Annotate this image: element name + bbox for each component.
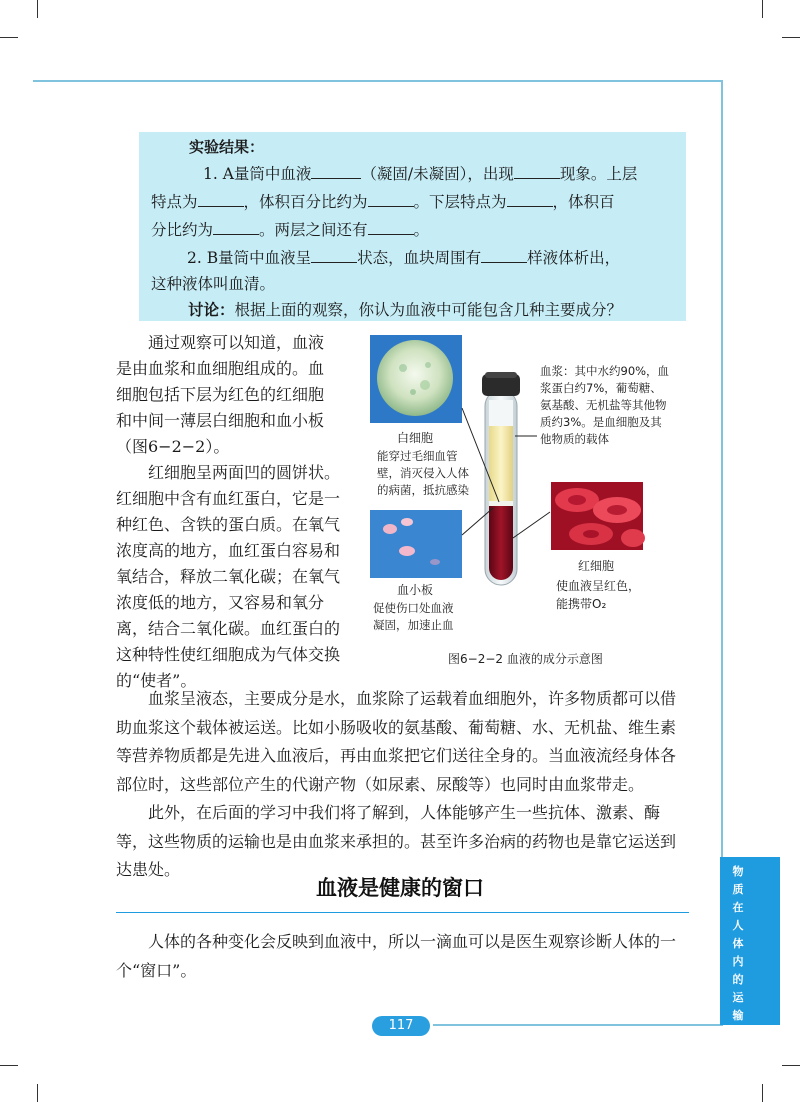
- blank[interactable]: [198, 190, 244, 207]
- crop-mark: [0, 37, 18, 38]
- plasma-desc-line: 浆蛋白约7%，葡萄糖、: [540, 381, 662, 395]
- blank[interactable]: [507, 190, 553, 207]
- left-text-line: 通过观察可以知道，血液: [148, 333, 325, 352]
- crop-mark: [37, 0, 38, 18]
- plasma-desc-line: 氨基酸、无机盐等其他物: [540, 398, 667, 412]
- result-line-5: 这种液体叫血清。: [151, 275, 276, 293]
- crop-mark: [762, 0, 763, 18]
- left-text-line: 的“使者”。: [116, 671, 197, 690]
- result-line-4: 2. B量筒中血液呈 状态，血块周围有 样液体析出，: [151, 246, 681, 268]
- left-text-line: 氧结合，释放二氧化碳；在氧气: [116, 567, 341, 586]
- blank[interactable]: [514, 162, 560, 179]
- crop-mark: [782, 37, 800, 38]
- paragraph: 血浆呈液态，主要成分是水，血浆除了运载着血细胞外，许多物质都可以借助血浆这个载体被运送。比如小肠吸收的氨基酸、葡萄糖、水、无机盐、维生素等营养物质都是先进入血液后，再由血浆把它们送往全身的。当血液流经身体各部位时，这些部位产生的代谢产物（如尿素、尿酸等）也同时由血浆带走。: [116, 689, 677, 794]
- white-blood-cell-image: [370, 335, 462, 423]
- figure-caption: 图6−2−2 血液的成分示意图: [448, 652, 603, 666]
- result-line-1: 1. A量筒中血液 （凝固/未凝固），出现 现象。上层: [151, 162, 681, 184]
- section-body: [116, 928, 688, 985]
- wbc-label: 白细胞: [397, 431, 434, 445]
- blank[interactable]: [368, 218, 414, 235]
- chapter-side-tab: 物 质 在 人 体 内 的 运 输: [720, 857, 780, 1025]
- wbc-desc-line: 能穿过毛细血管: [377, 449, 458, 463]
- paragraph: 此外，在后面的学习中我们将了解到，人体能够产生一些抗体、激素、酶等，这些物质的运输也是由血浆来承担的。甚至许多治病的药物也是靠它运送到达患处。: [116, 803, 677, 879]
- rbc-label: 红细胞: [578, 559, 615, 573]
- left-text-line: 种红色、含铁的蛋白质。在氧气: [116, 515, 341, 534]
- blank[interactable]: [311, 162, 361, 179]
- bottom-frame-line: [433, 1024, 723, 1026]
- result-line-3: 分比约为 。两层之间还有 。: [151, 218, 681, 240]
- test-tube: [482, 372, 520, 585]
- page-number: 117: [372, 1016, 430, 1036]
- discussion-line: [188, 298, 718, 320]
- platelet-desc-line: 促使伤口处血液: [373, 601, 454, 615]
- rbc-desc-line: 使血液呈红色，: [556, 579, 641, 593]
- section-paragraph: 人体的各种变化会反映到血液中，所以一滴血可以是医生观察诊断人体的一个“窗口”。: [116, 932, 677, 980]
- top-frame-line: [33, 80, 723, 82]
- experiment-results-box: [139, 132, 686, 321]
- plasma-desc-line: 质约3%。是血细胞及其: [540, 415, 662, 429]
- plasma-desc-line: 血浆：其中水约90%，血: [540, 364, 670, 378]
- left-text-line: （图6−2−2）。: [116, 437, 230, 456]
- left-text-line: 这种特性使红细胞成为气体交换: [116, 645, 341, 664]
- wbc-desc-line: 壁，消灭侵入人体: [377, 466, 469, 480]
- left-text-line: 是由血浆和血细胞组成的。血: [116, 359, 325, 378]
- platelet-label: 血小板: [397, 583, 434, 597]
- left-text-line: 浓度低的地方，又容易和氧分: [116, 593, 325, 612]
- discussion-label: 讨论：: [188, 301, 235, 319]
- rbc-desc-line: 能携带O₂: [556, 597, 607, 611]
- blank[interactable]: [311, 246, 357, 263]
- result-line-2: 特点为 ，体积百分比约为 。下层特点为 ，体积百: [151, 190, 681, 212]
- red-blood-cell-image: [551, 482, 645, 550]
- left-text-line: 浓度高的地方，血红蛋白容易和: [116, 541, 341, 560]
- plasma-desc-line: 他物质的载体: [540, 432, 609, 446]
- blank[interactable]: [213, 218, 259, 235]
- discussion-text: 根据上面的观察，你认为血液中可能包含几种主要成分？: [234, 301, 623, 319]
- crop-mark: [782, 1065, 800, 1066]
- left-text-line: 红细胞呈两面凹的圆饼状。: [148, 463, 341, 482]
- platelet-image: [370, 510, 462, 578]
- crop-mark: [762, 1084, 763, 1102]
- blank[interactable]: [368, 190, 414, 207]
- left-text-line: 红细胞中含有血红蛋白，它是一: [116, 489, 341, 508]
- crop-mark: [0, 1065, 18, 1066]
- blank[interactable]: [481, 246, 527, 263]
- left-text-line: 离，结合二氧化碳。血红蛋白的: [116, 619, 341, 638]
- experiment-heading: 实验结果：: [189, 138, 265, 156]
- body-paragraphs: [116, 685, 688, 885]
- section-title: 血液是健康的窗口: [316, 876, 484, 900]
- platelet-desc-line: 凝固，加速止血: [373, 618, 454, 632]
- section-divider: [116, 912, 689, 913]
- wbc-desc-line: 的病菌，抵抗感染: [377, 483, 469, 497]
- left-text-line: 和中间一薄层白细胞和血小板: [116, 411, 325, 430]
- crop-mark: [37, 1084, 38, 1102]
- left-text-line: 细胞包括下层为红色的红细胞: [116, 385, 325, 404]
